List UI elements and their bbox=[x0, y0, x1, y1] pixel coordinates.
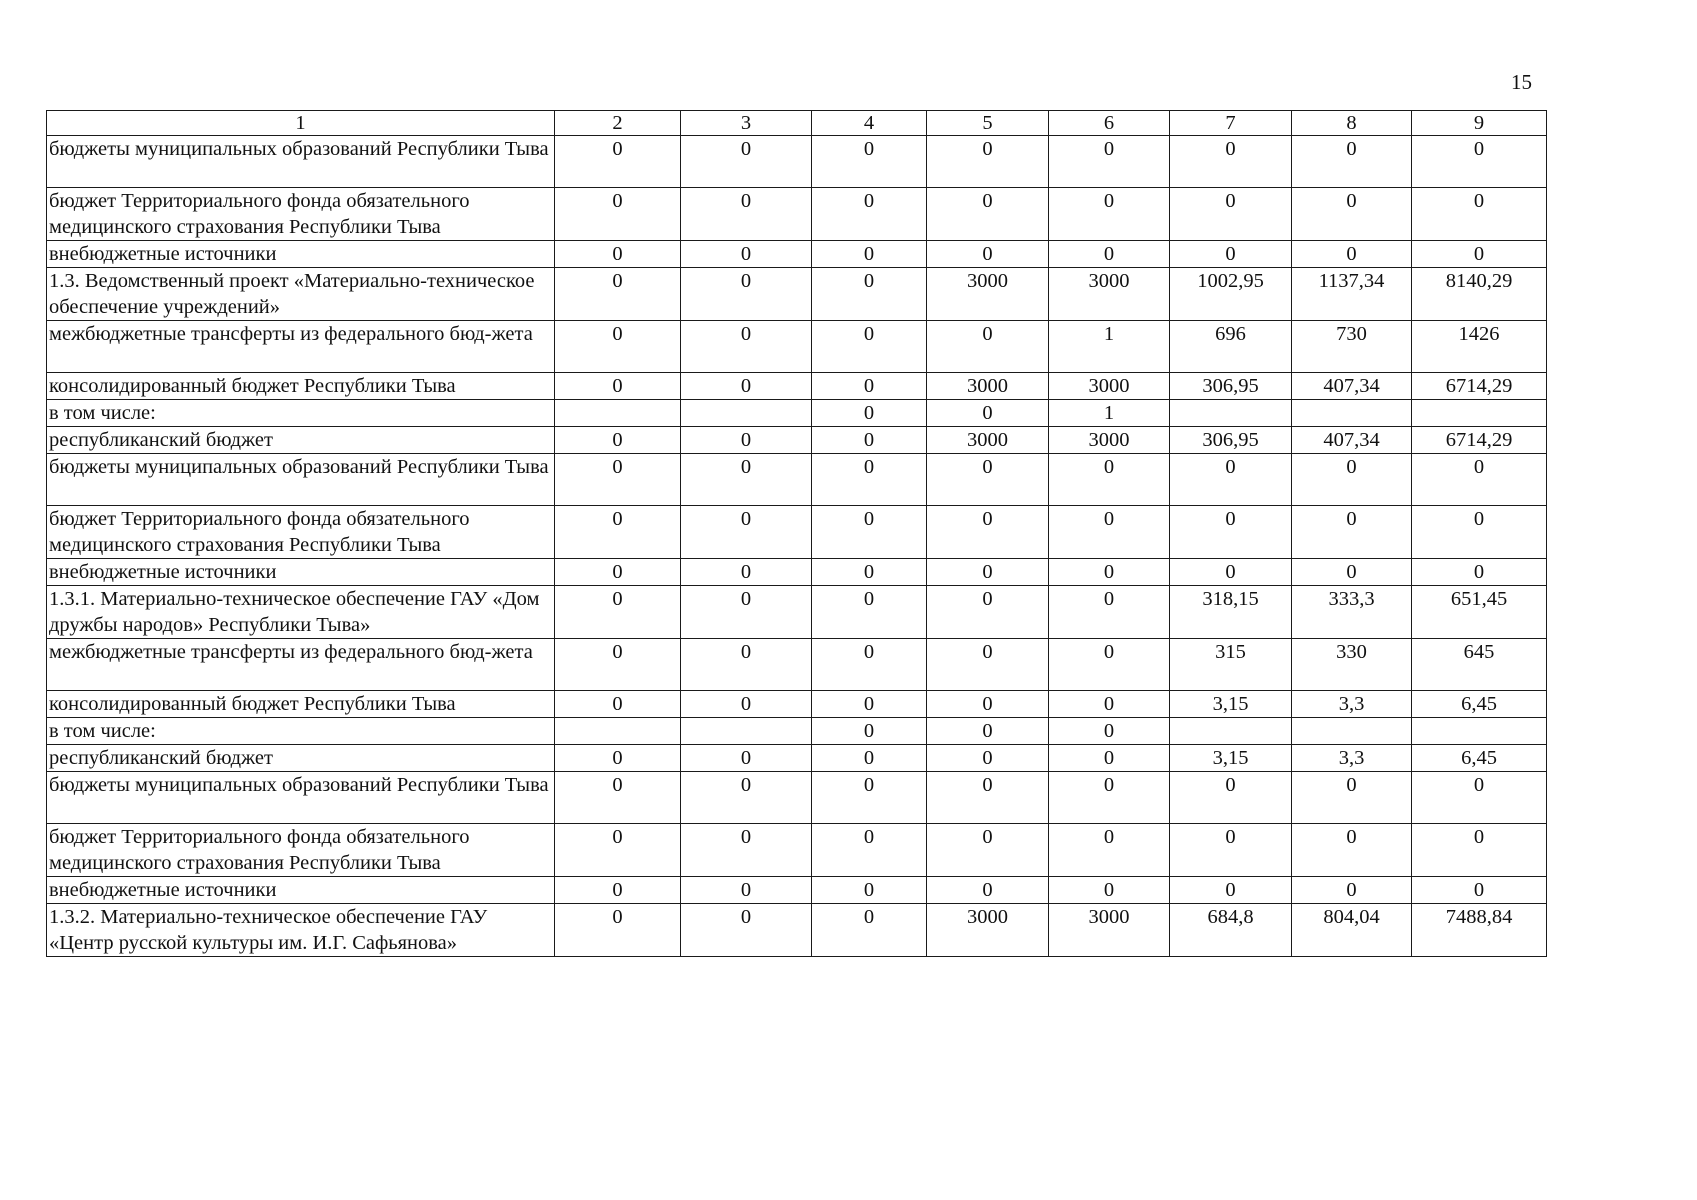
value-cell: 0 bbox=[681, 454, 812, 506]
value-cell: 0 bbox=[812, 586, 927, 639]
value-cell: 0 bbox=[1170, 188, 1292, 241]
value-cell: 0 bbox=[555, 904, 681, 957]
value-cell: 315 bbox=[1170, 639, 1292, 691]
value-cell: 651,45 bbox=[1412, 586, 1547, 639]
value-cell: 0 bbox=[555, 824, 681, 877]
value-cell: 0 bbox=[812, 772, 927, 824]
value-cell: 0 bbox=[555, 454, 681, 506]
value-cell: 0 bbox=[1412, 454, 1547, 506]
value-cell: 0 bbox=[555, 877, 681, 904]
value-cell: 3000 bbox=[927, 904, 1049, 957]
value-cell: 0 bbox=[681, 772, 812, 824]
value-cell: 0 bbox=[1049, 586, 1170, 639]
value-cell: 0 bbox=[927, 454, 1049, 506]
row-label: бюджет Территориального фонда обязательного медицинского страхования Республики Тыва bbox=[47, 824, 555, 877]
table-row bbox=[47, 639, 1547, 691]
value-cell: 3000 bbox=[1049, 268, 1170, 321]
value-cell: 306,95 bbox=[1170, 373, 1292, 400]
header-cell: 1 bbox=[47, 111, 555, 136]
value-cell: 0 bbox=[1049, 718, 1170, 745]
value-cell: 0 bbox=[555, 373, 681, 400]
value-cell: 6714,29 bbox=[1412, 373, 1547, 400]
value-cell: 1426 bbox=[1412, 321, 1547, 373]
value-cell: 0 bbox=[1412, 559, 1547, 586]
value-cell: 0 bbox=[1170, 877, 1292, 904]
value-cell: 1 bbox=[1049, 321, 1170, 373]
value-cell bbox=[681, 400, 812, 427]
header-row bbox=[47, 111, 1547, 136]
value-cell: 0 bbox=[555, 136, 681, 188]
table-row bbox=[47, 241, 1547, 268]
value-cell: 6714,29 bbox=[1412, 427, 1547, 454]
value-cell: 0 bbox=[1412, 772, 1547, 824]
value-cell: 0 bbox=[1049, 506, 1170, 559]
value-cell: 1 bbox=[1049, 400, 1170, 427]
row-label: бюджет Территориального фонда обязательного медицинского страхования Республики Тыва bbox=[47, 188, 555, 241]
value-cell bbox=[555, 718, 681, 745]
value-cell: 8140,29 bbox=[1412, 268, 1547, 321]
value-cell: 0 bbox=[812, 559, 927, 586]
value-cell: 3,3 bbox=[1292, 745, 1412, 772]
row-label: республиканский бюджет bbox=[47, 745, 555, 772]
value-cell: 1137,34 bbox=[1292, 268, 1412, 321]
value-cell: 0 bbox=[1049, 691, 1170, 718]
value-cell: 0 bbox=[812, 188, 927, 241]
header-cell: 8 bbox=[1292, 111, 1412, 136]
value-cell: 0 bbox=[1049, 454, 1170, 506]
value-cell: 645 bbox=[1412, 639, 1547, 691]
row-label: 1.3.1. Материально-техническое обеспечение ГАУ «Дом дружбы народов» Республики Тыва» bbox=[47, 586, 555, 639]
table-row bbox=[47, 877, 1547, 904]
value-cell: 0 bbox=[1049, 559, 1170, 586]
value-cell: 3000 bbox=[1049, 904, 1170, 957]
value-cell: 0 bbox=[1412, 877, 1547, 904]
table-row bbox=[47, 321, 1547, 373]
table-body bbox=[47, 111, 1547, 957]
value-cell: 0 bbox=[1412, 241, 1547, 268]
value-cell: 3000 bbox=[927, 373, 1049, 400]
value-cell: 0 bbox=[812, 268, 927, 321]
value-cell: 0 bbox=[812, 824, 927, 877]
table-row bbox=[47, 745, 1547, 772]
value-cell: 306,95 bbox=[1170, 427, 1292, 454]
row-label: бюджеты муниципальных образований Республики Тыва bbox=[47, 772, 555, 824]
row-label: консолидированный бюджет Республики Тыва bbox=[47, 373, 555, 400]
value-cell: 0 bbox=[1412, 188, 1547, 241]
value-cell: 0 bbox=[555, 586, 681, 639]
value-cell: 0 bbox=[555, 691, 681, 718]
value-cell: 0 bbox=[555, 427, 681, 454]
value-cell: 0 bbox=[1292, 506, 1412, 559]
table-row bbox=[47, 454, 1547, 506]
value-cell: 0 bbox=[927, 772, 1049, 824]
value-cell: 6,45 bbox=[1412, 691, 1547, 718]
header-cell: 4 bbox=[812, 111, 927, 136]
value-cell: 0 bbox=[927, 639, 1049, 691]
value-cell: 3000 bbox=[1049, 373, 1170, 400]
value-cell: 0 bbox=[1170, 772, 1292, 824]
value-cell bbox=[1292, 718, 1412, 745]
value-cell: 0 bbox=[1049, 188, 1170, 241]
value-cell: 0 bbox=[681, 824, 812, 877]
value-cell: 7488,84 bbox=[1412, 904, 1547, 957]
value-cell: 0 bbox=[681, 745, 812, 772]
value-cell: 0 bbox=[1049, 136, 1170, 188]
value-cell: 0 bbox=[812, 904, 927, 957]
value-cell: 0 bbox=[1292, 241, 1412, 268]
value-cell: 0 bbox=[1292, 188, 1412, 241]
value-cell: 0 bbox=[681, 241, 812, 268]
value-cell: 0 bbox=[927, 506, 1049, 559]
value-cell: 0 bbox=[681, 373, 812, 400]
value-cell: 0 bbox=[681, 691, 812, 718]
value-cell: 0 bbox=[681, 321, 812, 373]
value-cell: 3,3 bbox=[1292, 691, 1412, 718]
value-cell: 0 bbox=[1170, 559, 1292, 586]
value-cell bbox=[1412, 400, 1547, 427]
value-cell: 330 bbox=[1292, 639, 1412, 691]
table-row bbox=[47, 904, 1547, 957]
value-cell: 0 bbox=[812, 400, 927, 427]
value-cell: 0 bbox=[681, 877, 812, 904]
value-cell: 0 bbox=[681, 586, 812, 639]
value-cell: 0 bbox=[927, 559, 1049, 586]
value-cell: 0 bbox=[812, 454, 927, 506]
row-label: внебюджетные источники bbox=[47, 877, 555, 904]
value-cell: 0 bbox=[555, 639, 681, 691]
budget-table bbox=[46, 110, 1547, 957]
table-row bbox=[47, 824, 1547, 877]
row-label: бюджеты муниципальных образований Республики Тыва bbox=[47, 136, 555, 188]
value-cell: 318,15 bbox=[1170, 586, 1292, 639]
value-cell: 0 bbox=[681, 506, 812, 559]
value-cell: 0 bbox=[681, 268, 812, 321]
value-cell: 0 bbox=[555, 772, 681, 824]
table-row bbox=[47, 586, 1547, 639]
value-cell: 0 bbox=[927, 241, 1049, 268]
table-row bbox=[47, 268, 1547, 321]
value-cell bbox=[681, 718, 812, 745]
value-cell: 0 bbox=[812, 877, 927, 904]
value-cell: 0 bbox=[1049, 745, 1170, 772]
value-cell: 0 bbox=[1049, 639, 1170, 691]
value-cell: 0 bbox=[555, 506, 681, 559]
table-row bbox=[47, 772, 1547, 824]
value-cell bbox=[1170, 718, 1292, 745]
value-cell: 0 bbox=[927, 745, 1049, 772]
value-cell: 3,15 bbox=[1170, 691, 1292, 718]
value-cell: 0 bbox=[1170, 241, 1292, 268]
value-cell: 0 bbox=[812, 427, 927, 454]
table-row bbox=[47, 400, 1547, 427]
value-cell: 0 bbox=[812, 373, 927, 400]
value-cell: 1002,95 bbox=[1170, 268, 1292, 321]
value-cell: 0 bbox=[1292, 824, 1412, 877]
value-cell: 0 bbox=[927, 586, 1049, 639]
row-label: 1.3.2. Материально-техническое обеспечение ГАУ «Центр русской культуры им. И.Г. Сафьянова» bbox=[47, 904, 555, 957]
header-cell: 7 bbox=[1170, 111, 1292, 136]
value-cell: 0 bbox=[1170, 136, 1292, 188]
table-row bbox=[47, 427, 1547, 454]
value-cell: 0 bbox=[812, 639, 927, 691]
value-cell bbox=[1412, 718, 1547, 745]
row-label: межбюджетные трансферты из федерального бюд-жета bbox=[47, 639, 555, 691]
value-cell bbox=[555, 400, 681, 427]
value-cell: 0 bbox=[1170, 454, 1292, 506]
row-label: консолидированный бюджет Республики Тыва bbox=[47, 691, 555, 718]
value-cell: 3000 bbox=[927, 427, 1049, 454]
row-label: внебюджетные источники bbox=[47, 241, 555, 268]
value-cell: 407,34 bbox=[1292, 373, 1412, 400]
table-row bbox=[47, 506, 1547, 559]
table-row bbox=[47, 373, 1547, 400]
value-cell: 0 bbox=[812, 241, 927, 268]
table-row bbox=[47, 718, 1547, 745]
value-cell: 0 bbox=[681, 559, 812, 586]
value-cell: 0 bbox=[927, 321, 1049, 373]
value-cell: 0 bbox=[812, 506, 927, 559]
header-cell: 9 bbox=[1412, 111, 1547, 136]
page-number: 15 bbox=[1511, 70, 1532, 94]
value-cell: 0 bbox=[812, 321, 927, 373]
header-cell: 2 bbox=[555, 111, 681, 136]
value-cell: 684,8 bbox=[1170, 904, 1292, 957]
value-cell: 0 bbox=[1292, 559, 1412, 586]
value-cell: 0 bbox=[927, 718, 1049, 745]
value-cell: 0 bbox=[1170, 824, 1292, 877]
value-cell: 0 bbox=[812, 718, 927, 745]
value-cell: 333,3 bbox=[1292, 586, 1412, 639]
value-cell: 0 bbox=[681, 188, 812, 241]
value-cell: 407,34 bbox=[1292, 427, 1412, 454]
value-cell: 0 bbox=[1412, 506, 1547, 559]
value-cell: 0 bbox=[1412, 824, 1547, 877]
value-cell: 0 bbox=[1170, 506, 1292, 559]
value-cell: 3000 bbox=[927, 268, 1049, 321]
value-cell: 0 bbox=[555, 268, 681, 321]
value-cell: 0 bbox=[1049, 824, 1170, 877]
value-cell: 0 bbox=[927, 136, 1049, 188]
table-row bbox=[47, 559, 1547, 586]
value-cell: 0 bbox=[1049, 241, 1170, 268]
row-label: бюджет Территориального фонда обязательного медицинского страхования Республики Тыва bbox=[47, 506, 555, 559]
value-cell bbox=[1170, 400, 1292, 427]
value-cell: 0 bbox=[555, 188, 681, 241]
value-cell: 0 bbox=[1292, 877, 1412, 904]
row-label: в том числе: bbox=[47, 400, 555, 427]
value-cell: 3,15 bbox=[1170, 745, 1292, 772]
value-cell: 0 bbox=[1049, 772, 1170, 824]
value-cell: 0 bbox=[681, 136, 812, 188]
header-cell: 6 bbox=[1049, 111, 1170, 136]
table-row bbox=[47, 691, 1547, 718]
header-cell: 3 bbox=[681, 111, 812, 136]
value-cell: 0 bbox=[927, 691, 1049, 718]
value-cell: 0 bbox=[1412, 136, 1547, 188]
value-cell: 0 bbox=[1292, 454, 1412, 506]
value-cell: 0 bbox=[1049, 877, 1170, 904]
value-cell bbox=[1292, 400, 1412, 427]
value-cell: 0 bbox=[1292, 772, 1412, 824]
row-label: межбюджетные трансферты из федерального бюд-жета bbox=[47, 321, 555, 373]
value-cell: 0 bbox=[555, 745, 681, 772]
value-cell: 0 bbox=[555, 559, 681, 586]
row-label: республиканский бюджет bbox=[47, 427, 555, 454]
value-cell: 804,04 bbox=[1292, 904, 1412, 957]
value-cell: 0 bbox=[681, 639, 812, 691]
value-cell: 0 bbox=[681, 427, 812, 454]
value-cell: 0 bbox=[555, 241, 681, 268]
value-cell: 0 bbox=[927, 824, 1049, 877]
value-cell: 730 bbox=[1292, 321, 1412, 373]
row-label: 1.3. Ведомственный проект «Материально-техническое обеспечение учреждений» bbox=[47, 268, 555, 321]
value-cell: 0 bbox=[812, 745, 927, 772]
value-cell: 0 bbox=[927, 188, 1049, 241]
value-cell: 0 bbox=[1292, 136, 1412, 188]
table-row bbox=[47, 136, 1547, 188]
value-cell: 0 bbox=[812, 691, 927, 718]
table-row bbox=[47, 188, 1547, 241]
row-label: в том числе: bbox=[47, 718, 555, 745]
value-cell: 0 bbox=[927, 877, 1049, 904]
header-cell: 5 bbox=[927, 111, 1049, 136]
value-cell: 696 bbox=[1170, 321, 1292, 373]
value-cell: 0 bbox=[927, 400, 1049, 427]
value-cell: 3000 bbox=[1049, 427, 1170, 454]
value-cell: 0 bbox=[681, 904, 812, 957]
row-label: внебюджетные источники bbox=[47, 559, 555, 586]
value-cell: 0 bbox=[812, 136, 927, 188]
value-cell: 0 bbox=[555, 321, 681, 373]
value-cell: 6,45 bbox=[1412, 745, 1547, 772]
row-label: бюджеты муниципальных образований Республики Тыва bbox=[47, 454, 555, 506]
